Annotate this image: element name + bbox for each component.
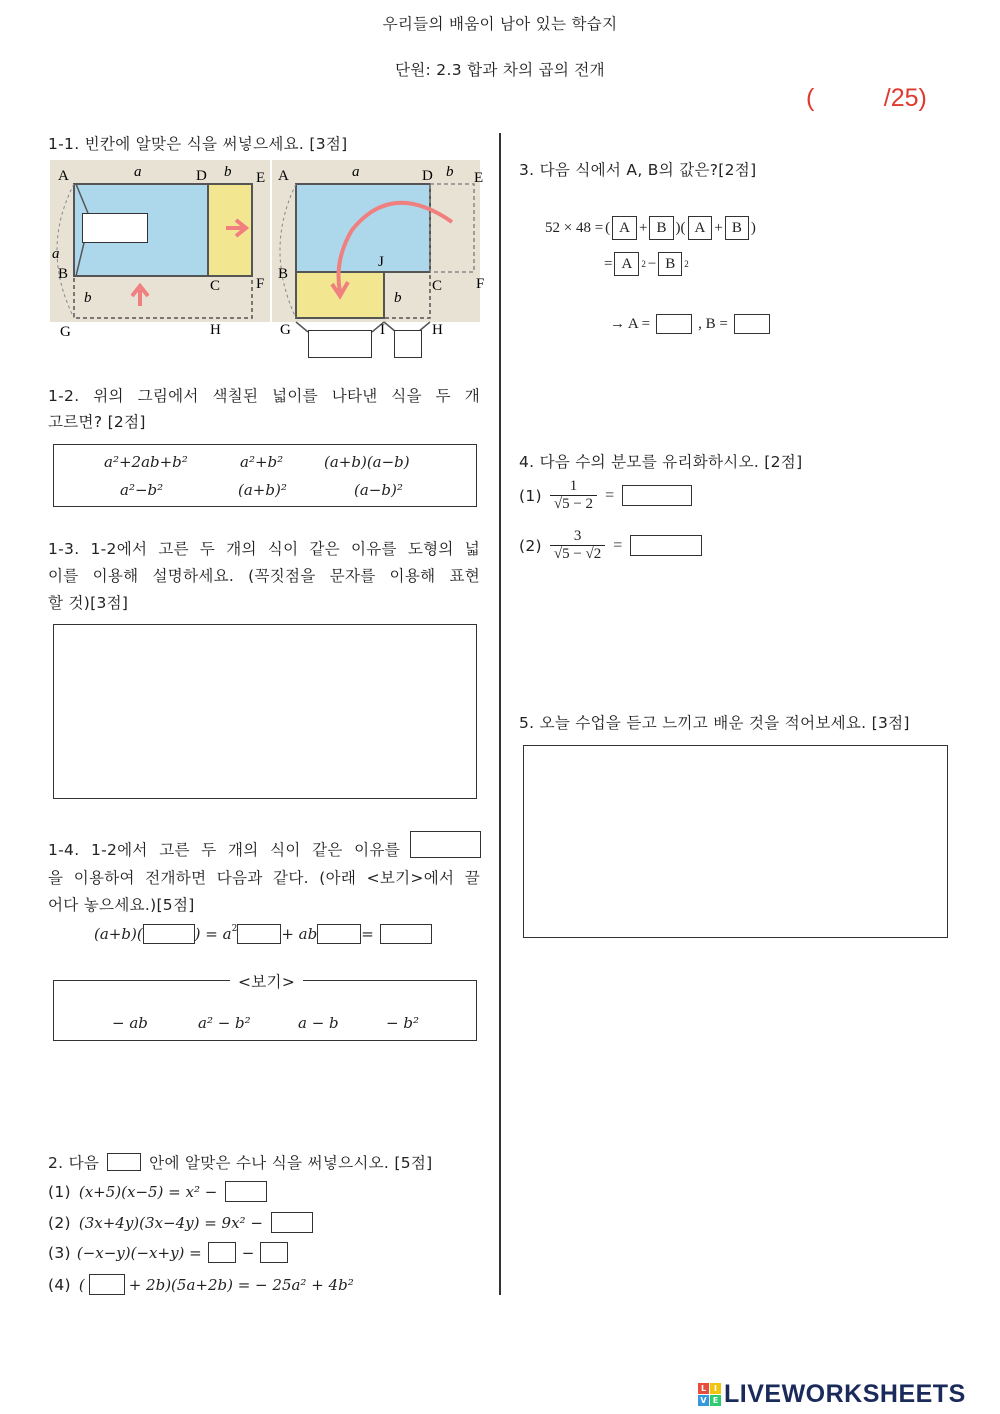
q1-1-input-3[interactable] — [394, 330, 422, 358]
q2-1-blank[interactable] — [225, 1181, 267, 1202]
q4-den-a: √5 — [553, 496, 570, 512]
q2-item-num: (2) — [48, 1213, 71, 1232]
q1-3-answer-box[interactable] — [53, 624, 477, 799]
q4-title: 4. 다음 수의 분모를 유리화하시오. [2점] — [519, 453, 803, 471]
q1-1-title: 1-1. 빈칸에 알맞은 식을 써넣으세요. [3점] — [48, 135, 348, 153]
q1-4-equation: (a+b)( ) = a $^2$ + ab = — [94, 924, 432, 944]
q2-item-pre: ( — [78, 1275, 85, 1294]
liveworksheets-logo — [698, 1380, 966, 1409]
unit-label: 단원: 2.3 합과 차의 곱의 전개 — [395, 61, 605, 79]
eq-left: (a+b)( — [94, 925, 143, 943]
q2-item-num: (4) — [48, 1275, 71, 1294]
q4-item-num: (2) — [519, 536, 542, 555]
label-a-left: a — [52, 246, 60, 262]
bogi-item-1[interactable]: − ab — [112, 1014, 148, 1032]
q4-fraction-1 — [550, 478, 597, 513]
logo-letter: E — [710, 1395, 721, 1406]
eq-equals: = — [361, 925, 374, 943]
label-b-top: b — [224, 164, 232, 180]
q1-4-reason-input[interactable] — [410, 831, 481, 858]
q2-item-expr: + 2b)(5a+2b) = − 25a² + 4b² — [128, 1275, 354, 1294]
q1-2-option-6[interactable]: (a−b)² — [354, 481, 403, 499]
q2-item-3 — [48, 1242, 288, 1263]
label-E: E — [474, 170, 484, 186]
q4-den-op: − 2 — [569, 496, 594, 512]
q2-item-mid: − — [241, 1243, 255, 1262]
q2-item-expr: (3x+4y)(3x−4y) = 9x² − — [78, 1213, 263, 1232]
label-D: D — [422, 168, 433, 184]
q2-title — [48, 1151, 433, 1173]
figure-right — [272, 160, 492, 360]
q1-2-option-3[interactable]: (a+b)(a−b) — [324, 453, 410, 471]
eq-mid: ) = a — [194, 925, 232, 943]
logo-letter: V — [698, 1395, 709, 1406]
label-C: C — [210, 278, 221, 294]
bogi-title: <보기> — [230, 970, 303, 992]
label-b-inner: b — [394, 290, 402, 306]
q4-fraction-2 — [550, 528, 605, 563]
blue-region — [296, 184, 430, 272]
q3-B-input[interactable] — [734, 314, 770, 334]
label-H: H — [432, 322, 443, 338]
label-a-top: a — [134, 164, 142, 180]
q1-4-blank-4[interactable] — [380, 924, 432, 944]
q5-title: 5. 오늘 수업을 듣고 느끼고 배운 것을 적어보세요. [3점] — [519, 714, 910, 732]
label-b-left: b — [84, 290, 92, 306]
q2-4-blank[interactable] — [89, 1274, 125, 1295]
q1-1-input-2[interactable] — [308, 330, 372, 358]
label-G: G — [60, 324, 71, 340]
label-A: A — [278, 168, 289, 184]
q2-3-blank-2[interactable] — [260, 1242, 288, 1263]
q2-item-expr: (x+5)(x−5) = x² − — [78, 1182, 218, 1201]
label-C: C — [432, 278, 443, 294]
q4-1-input[interactable] — [622, 485, 692, 506]
logo-letter: I — [710, 1383, 721, 1394]
eq-plus: + ab — [281, 925, 318, 943]
logo-icon — [698, 1383, 721, 1406]
q5-answer-box[interactable] — [523, 745, 948, 938]
q4-item-2: (2) $\frac{3}{√5 - √2}$ = — [519, 528, 702, 563]
q3-answer — [610, 314, 770, 334]
score-display: ( /25) — [806, 84, 927, 112]
worksheet-title: 우리들의 배움이 남아 있는 학습지 — [382, 15, 618, 33]
q3-A-box: A — [612, 216, 637, 240]
label-A: A — [58, 168, 69, 184]
q4-2-input[interactable] — [630, 535, 702, 556]
q1-2-option-5[interactable]: (a+b)² — [238, 481, 287, 499]
q1-4-blank-1[interactable] — [143, 924, 195, 944]
q1-3-line3: 할 것)[3점] — [48, 594, 129, 612]
q3-B-box: B — [658, 252, 682, 276]
label-J: J — [378, 254, 384, 270]
q3-lhs: 52 × 48 = — [545, 219, 604, 236]
q3-B-box: B — [725, 216, 749, 240]
q3-A-box: A — [688, 216, 713, 240]
logo-letter: L — [698, 1383, 709, 1394]
label-F: F — [476, 276, 485, 292]
q2-item-expr: (−x−y)(−x+y) = — [76, 1243, 202, 1262]
q4-item-1: (1) $\frac{1}{√5 - 2}$ = — [519, 478, 692, 513]
q3-line1: 52 × 48 = ( A + B )( A + B ) — [545, 216, 756, 240]
q1-4-blank-2[interactable] — [237, 924, 281, 944]
q3-A-box: A — [614, 252, 639, 276]
q2-3-blank-1[interactable] — [208, 1242, 236, 1263]
q3-title: 3. 다음 식에서 A, B의 값은?[2점] — [519, 161, 757, 179]
q1-2-option-2[interactable]: a²+b² — [240, 453, 284, 471]
q2-item-num: (1) — [48, 1182, 71, 1201]
q2-title-after: 안에 알맞은 수나 식을 써넣으시오. [5점] — [149, 1154, 433, 1172]
label-H: H — [210, 322, 221, 338]
bogi-item-4[interactable]: − b² — [386, 1014, 419, 1032]
q3-B-label: , B = — [698, 315, 728, 332]
q1-2-title-line1: 1-2. 위의 그림에서 색칠된 넓이를 나타낸 식을 두 개 — [48, 387, 480, 405]
q3-A-input[interactable] — [656, 314, 692, 334]
q1-4-line2: 을 이용하여 전개하면 다음과 같다. (아래 <보기>에서 끌 — [48, 869, 480, 887]
q3-arrow-A: → A = — [610, 315, 651, 332]
q4-item-num: (1) — [519, 486, 542, 505]
q2-item-4 — [48, 1274, 354, 1295]
label-I: I — [380, 322, 385, 338]
q4-numerator: 3 — [573, 528, 582, 544]
label-D: D — [196, 168, 207, 184]
q2-title-box-icon — [107, 1153, 141, 1171]
label-G: G — [280, 322, 291, 338]
label-B: B — [278, 266, 289, 282]
q4-numerator: 1 — [569, 478, 578, 494]
q1-4-line3: 어다 놓으세요.)[5점] — [48, 896, 195, 914]
q1-2-option-1[interactable]: a²+2ab+b² — [104, 453, 188, 471]
q4-den-a: √5 — [553, 546, 570, 562]
q2-item-1 — [48, 1181, 267, 1202]
brand-text: LIVEWORKSHEETS — [724, 1380, 966, 1408]
label-a-top: a — [352, 164, 360, 180]
bogi-item-2[interactable]: a² − b² — [198, 1014, 251, 1032]
q2-title-before: 2. 다음 — [48, 1154, 100, 1172]
q1-4-blank-3[interactable] — [317, 924, 361, 944]
q1-2-option-4[interactable]: a²−b² — [120, 481, 164, 499]
column-divider — [499, 133, 501, 1295]
bogi-item-3[interactable]: a − b — [298, 1014, 339, 1032]
q2-item-2 — [48, 1212, 313, 1233]
q1-3-line2: 이를 이용해 설명하세요. (꼭짓점을 문자를 이용해 표현 — [48, 567, 480, 585]
label-E: E — [256, 170, 266, 186]
q3-B-box: B — [649, 216, 673, 240]
q1-2-title-line2: 고르면? [2점] — [48, 413, 146, 431]
q1-4-line1: 1-4. 1-2에서 고른 두 개의 식이 같은 이유를 — [48, 841, 400, 859]
q3-equals: = — [604, 255, 613, 272]
q4-den-op: − √2 — [569, 546, 602, 562]
q2-2-blank[interactable] — [271, 1212, 313, 1233]
label-B: B — [58, 266, 69, 282]
label-b-top: b — [446, 164, 454, 180]
q1-3-line1: 1-3. 1-2에서 고른 두 개의 식이 같은 이유를 도형의 넓 — [48, 540, 480, 558]
figure-left — [50, 160, 270, 350]
q2-item-num: (3) — [48, 1243, 71, 1262]
label-F: F — [256, 276, 265, 292]
q1-1-input-1[interactable] — [82, 213, 148, 243]
q3-line2: = A 2 − B 2 — [604, 252, 689, 276]
